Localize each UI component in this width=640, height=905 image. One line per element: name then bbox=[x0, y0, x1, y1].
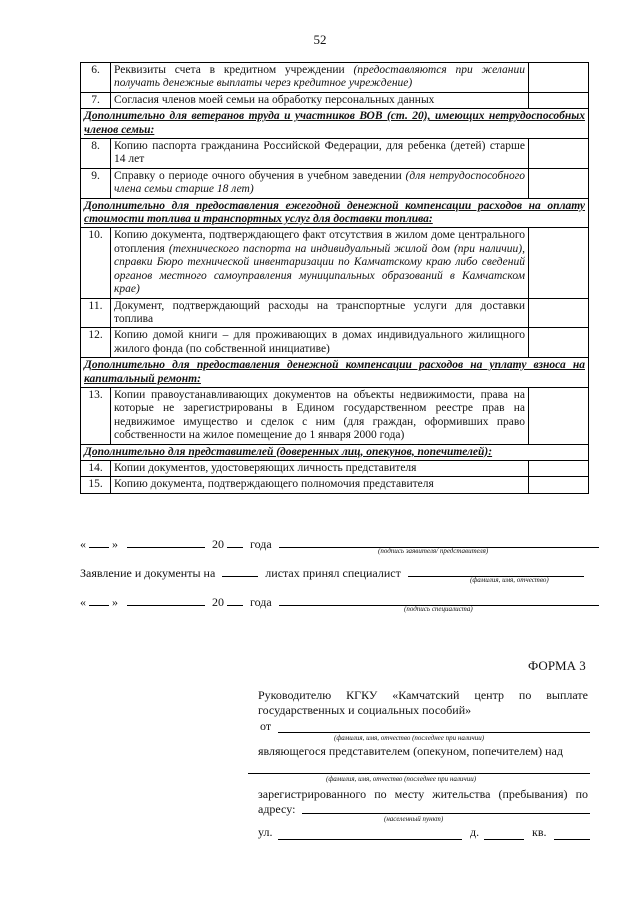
table-row bbox=[81, 460, 589, 476]
from-name-caption: (фамилия, имя, отчество (последнее при наличии) bbox=[334, 734, 485, 742]
section-header-row bbox=[81, 198, 589, 228]
quote-close: » bbox=[112, 537, 118, 551]
representative-text: являющегося представителем (опекуном, попечителем) над bbox=[258, 744, 563, 758]
item-cell bbox=[111, 298, 529, 328]
ward-name-field[interactable] bbox=[248, 773, 590, 774]
item-number: 10. bbox=[81, 228, 111, 298]
section-header: Дополнительно для предоставления денежной компенсации расходов на уплату взноса на капитальный ремонт: bbox=[81, 358, 589, 388]
item-number: 11. bbox=[81, 298, 111, 328]
item-text: Копию документа, подтверждающего полномочия представителя bbox=[114, 478, 434, 491]
locality-field[interactable] bbox=[302, 813, 590, 814]
mark-cell[interactable] bbox=[529, 228, 589, 298]
mark-cell[interactable] bbox=[529, 298, 589, 328]
item-note: (технического паспорта на индивидуальный жилой дом (при наличии), справки Бюро технической инвентаризации по Камчатскому краю либо сведений органов местного самоуправления муниципальных образований в Камчатском крае) bbox=[114, 242, 525, 296]
table-row bbox=[81, 328, 589, 358]
item-note: (предоставляются при желании получать денежные выплаты через кредитное учреждение) bbox=[114, 64, 525, 90]
item-cell bbox=[111, 63, 529, 93]
item-cell bbox=[111, 228, 529, 298]
sheets-count-field[interactable] bbox=[222, 565, 258, 577]
item-cell bbox=[111, 477, 529, 493]
mark-cell[interactable] bbox=[529, 92, 589, 108]
quote-close: » bbox=[112, 595, 118, 609]
received-text: Заявление и документы на bbox=[80, 566, 216, 580]
item-text: Копию домой книги – для проживающих в домах индивидуального жилищного жилого фонда (по собственной инициативе) bbox=[114, 329, 525, 355]
mark-cell[interactable] bbox=[529, 168, 589, 198]
table-row bbox=[81, 92, 589, 108]
section-header-row bbox=[81, 109, 589, 139]
specialist-name-caption: (фамилия, имя, отчество) bbox=[470, 576, 549, 584]
documents-table bbox=[80, 62, 589, 494]
section-header: Дополнительно для предоставления ежегодной денежной компенсации расходов на оплату стоимости топлива и транспортных услуг для доставки топлива: bbox=[81, 198, 589, 228]
month-field[interactable] bbox=[127, 536, 205, 548]
section-header-row bbox=[81, 358, 589, 388]
applicant-signature-caption: (подпись заявителя/ представителя) bbox=[378, 547, 489, 555]
mark-cell[interactable] bbox=[529, 460, 589, 476]
page-number: 52 bbox=[313, 32, 327, 47]
mark-cell[interactable] bbox=[529, 139, 589, 169]
item-cell bbox=[111, 92, 529, 108]
quote-open: « bbox=[80, 537, 86, 551]
table-row bbox=[81, 228, 589, 298]
street-field[interactable] bbox=[278, 839, 462, 840]
form-title: ФОРМА 3 bbox=[528, 658, 586, 673]
flat-label: кв. bbox=[532, 825, 547, 839]
quote-open: « bbox=[80, 595, 86, 609]
section-header: Дополнительно для представителей (доверенных лиц, опекунов, попечителей): bbox=[81, 444, 589, 460]
item-note: (для нетрудоспособного члена семьи старше 18 лет) bbox=[114, 169, 525, 196]
table-row bbox=[81, 387, 589, 444]
ward-name-caption: (фамилия, имя, отчество (последнее при наличии) bbox=[326, 775, 477, 783]
section-header: Дополнительно для ветеранов труда и участников ВОВ (ст. 20), имеющих нетрудоспособных членов семьи: bbox=[81, 109, 589, 139]
item-text: Документ, подтверждающий расходы на транспортные услуги для доставки топлива bbox=[114, 299, 525, 325]
year-field[interactable] bbox=[227, 594, 243, 606]
item-number: 9. bbox=[81, 168, 111, 198]
year-word: года bbox=[250, 537, 272, 551]
street-label: ул. bbox=[258, 825, 273, 839]
item-number: 6. bbox=[81, 63, 111, 93]
house-label: д. bbox=[470, 825, 480, 839]
received-specialist-text: листах принял специалист bbox=[265, 566, 401, 580]
year-word: года bbox=[250, 595, 272, 609]
section-header-row bbox=[81, 444, 589, 460]
item-text: Справку о периоде очного обучения в учебном заведении bbox=[114, 169, 406, 182]
item-text: Согласия членов моей семьи на обработку персональных данных bbox=[114, 93, 435, 106]
specialist-signature-caption: (подпись специалиста) bbox=[404, 605, 473, 613]
mark-cell[interactable] bbox=[529, 63, 589, 93]
item-number: 13. bbox=[81, 387, 111, 444]
mark-cell[interactable] bbox=[529, 477, 589, 493]
table-row bbox=[81, 168, 589, 198]
recipient-text: Руководителю КГКУ «Камчатский центр по выплате государственных и социальных пособий» bbox=[258, 688, 588, 717]
table-row bbox=[81, 63, 589, 93]
mark-cell[interactable] bbox=[529, 387, 589, 444]
applicant-signature-row bbox=[80, 536, 599, 552]
day-field[interactable] bbox=[89, 536, 109, 548]
item-text: Копию паспорта гражданина Российской Федерации, для ребенка (детей) старше 14 лет bbox=[114, 140, 525, 166]
registered-text: зарегистрированного по месту жительства (пребывания) по адресу: bbox=[258, 787, 588, 816]
table-row bbox=[81, 298, 589, 328]
item-text: Копии документов, удостоверяющих личность представителя bbox=[114, 461, 417, 474]
from-name-field[interactable] bbox=[278, 732, 590, 733]
flat-field[interactable] bbox=[554, 839, 590, 840]
table-row bbox=[81, 477, 589, 493]
item-cell bbox=[111, 139, 529, 169]
item-number: 8. bbox=[81, 139, 111, 169]
year-prefix: 20 bbox=[212, 537, 224, 551]
item-cell bbox=[111, 460, 529, 476]
house-field[interactable] bbox=[484, 839, 524, 840]
locality-caption: (населенный пункт) bbox=[384, 815, 444, 823]
item-number: 15. bbox=[81, 477, 111, 493]
item-cell bbox=[111, 387, 529, 444]
item-cell bbox=[111, 168, 529, 198]
day-field[interactable] bbox=[89, 594, 109, 606]
mark-cell[interactable] bbox=[529, 328, 589, 358]
year-prefix: 20 bbox=[212, 595, 224, 609]
table-row bbox=[81, 139, 589, 169]
item-text: Копии правоустанавливающих документов на объекты недвижимости, права на которые не зарегистрированы в Едином государственном реестре прав на недвижимое имущество и сделок с ним (для граждан, оформивших право собственности на жилое помещение до 1 января 2000 года) bbox=[114, 388, 525, 442]
specialist-signature-row bbox=[80, 594, 599, 610]
item-number: 7. bbox=[81, 92, 111, 108]
item-number: 14. bbox=[81, 460, 111, 476]
item-number: 12. bbox=[81, 328, 111, 358]
item-text: Реквизиты счета в кредитном учреждении bbox=[114, 64, 354, 76]
month-field[interactable] bbox=[127, 594, 205, 606]
year-field[interactable] bbox=[227, 536, 243, 548]
item-cell bbox=[111, 328, 529, 358]
item-text: Копию документа, подтверждающего факт отсутствия в жилом доме центрального отопления bbox=[114, 229, 525, 255]
from-label: от bbox=[260, 719, 272, 733]
